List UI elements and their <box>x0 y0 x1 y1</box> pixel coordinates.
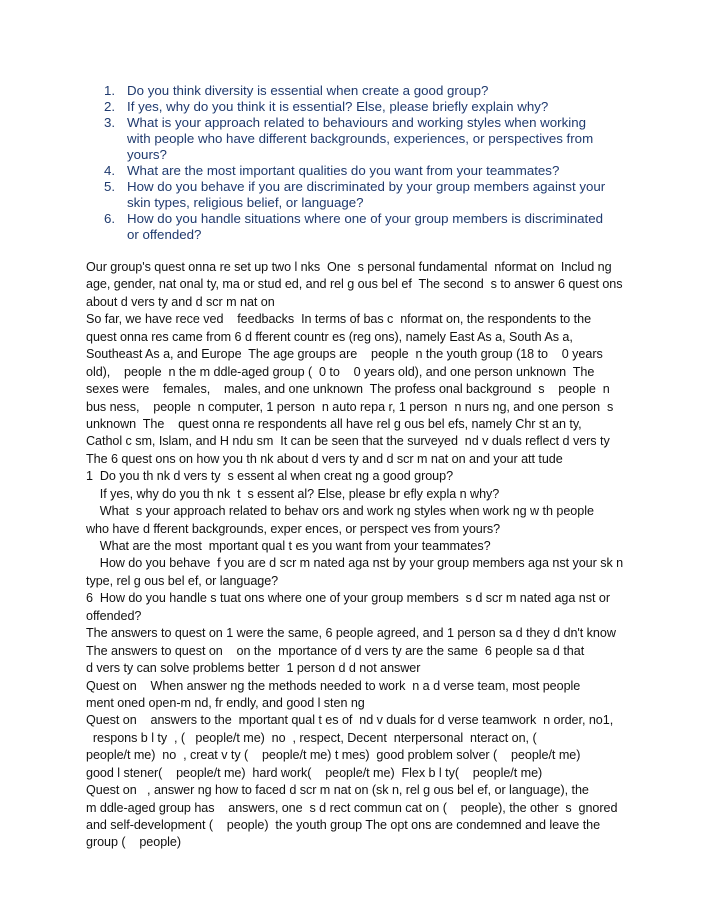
question-item <box>104 211 644 243</box>
body-line: bus ness, people n computer, 1 person n auto repa r, 1 person n nurs ng, and one person s <box>86 399 614 414</box>
body-line: The 6 quest ons on how you th nk about d vers ty and d scr m nat on and your att tude <box>86 451 563 466</box>
body-line: Quest on When answer ng the methods needed to work n a d verse team, most people <box>86 678 581 693</box>
question-text <box>127 211 644 243</box>
question-text <box>127 115 644 163</box>
body-line: good l stener( people/t me) hard work( people/t me) Flex b l ty( people/t me) <box>86 765 543 780</box>
body-line: Quest on answers to the mportant qual t es of nd v duals for d verse teamwork n order, no1, <box>86 713 614 728</box>
body-line: So far, we have rece ved feedbacks In terms of bas c nformat on, the respondents to the <box>86 312 592 327</box>
body-line: d vers ty can solve problems better 1 person d d not answer <box>86 661 421 676</box>
question-number: 2. <box>104 99 116 114</box>
body-line: who have d fferent backgrounds, exper ences, or perspect ves from yours? <box>86 521 501 536</box>
question-text-line: with people who have different backgrounds, experiences, or perspectives from <box>127 131 594 146</box>
body-line: unknown The quest onna re respondents all have rel g ous bel efs, namely Chr st an ty, <box>86 416 582 431</box>
body-text <box>86 259 646 852</box>
question-text-line: yours? <box>127 147 167 162</box>
question-number: 1. <box>104 83 116 98</box>
body-line: Quest on , answer ng how to faced d scr m nat on (sk n, rel g ous bel ef, or language), the <box>86 783 589 798</box>
question-text-line: What are the most important qualities do you want from your teammates? <box>127 163 560 178</box>
question-text <box>127 163 644 179</box>
body-line: age, gender, nat onal ty, ma or stud ed, and rel g ous bel ef The second s to answer 6 quest ons <box>86 277 623 292</box>
body-line: sexes were females, males, and one unknown The profess onal background s people n <box>86 382 610 397</box>
question-item <box>104 163 644 179</box>
body-line: Cathol c sm, Islam, and H ndu sm It can be seen that the surveyed nd v duals reflect d vers ty <box>86 434 610 449</box>
body-line: about d vers ty and d scr m nat on <box>86 294 275 309</box>
question-text-line: How do you handle situations where one of your group members is discriminated <box>127 211 603 226</box>
question-text <box>127 99 644 115</box>
body-line: group ( people) <box>86 835 182 850</box>
question-text <box>127 83 644 99</box>
body-line: Southeast As a, and Europe The age groups are people n the youth group (18 to 0 years <box>86 347 603 362</box>
question-list <box>104 83 644 243</box>
body-line: Our group's quest onna re set up two l nks One s personal fundamental nformat on Includ ng <box>86 260 612 274</box>
question-number: 4. <box>104 163 116 178</box>
body-line: offended? <box>86 608 142 623</box>
question-item <box>104 115 644 163</box>
question-text-line: What is your approach related to behaviours and working styles when working <box>127 115 586 130</box>
question-text-line: Do you think diversity is essential when create a good group? <box>127 83 489 98</box>
question-text-line: skin types, religious belief, or language? <box>127 195 364 210</box>
body-line: 1 Do you th nk d vers ty s essent al when creat ng a good group? <box>86 469 454 484</box>
body-line: and self-development ( people) the youth group The opt ons are condemned and leave the <box>86 818 601 832</box>
question-number: 3. <box>104 115 116 130</box>
body-line: ment oned open-m nd, fr endly, and good l sten ng <box>86 695 365 710</box>
body-line: old), people n the m ddle-aged group ( 0 to 0 years old), and one person unknown The <box>86 364 595 379</box>
question-item <box>104 83 644 99</box>
question-text-line: How do you behave if you are discriminated by your group members against your <box>127 179 606 194</box>
body-line: The answers to quest on on the mportance of d vers ty are the same 6 people sa d that <box>86 643 585 658</box>
body-line: respons b l ty , ( people/t me) no , respect, Decent nterpersonal nteract on, ( <box>86 730 537 745</box>
body-line: How do you behave f you are d scr m nated aga nst by your group members aga nst your sk n <box>86 556 624 571</box>
body-line: type, rel g ous bel ef, or language? <box>86 573 279 588</box>
body-line: The answers to quest on 1 were the same, 6 people agreed, and 1 person sa d they d dn't know <box>86 626 616 641</box>
question-number: 6. <box>104 211 116 226</box>
body-line: What s your approach related to behav ors and work ng styles when work ng w th people <box>86 504 594 519</box>
question-text-line: If yes, why do you think it is essential? Else, please briefly explain why? <box>127 99 549 114</box>
question-text-line: or offended? <box>127 227 202 242</box>
body-line: people/t me) no , creat v ty ( people/t me) t mes) good problem solver ( people/t me) <box>86 748 581 763</box>
body-line: What are the most mportant qual t es you want from your teammates? <box>86 539 491 553</box>
question-text <box>127 179 644 211</box>
body-line: m ddle-aged group has answers, one s d rect commun cat on ( people), the other s gnored <box>86 800 618 815</box>
question-number: 5. <box>104 179 116 194</box>
body-line: 6 How do you handle s tuat ons where one of your group members s d scr m nated aga nst or <box>86 591 610 606</box>
question-item <box>104 179 644 211</box>
body-line: quest onna res came from 6 d fferent countr es (reg ons), namely East As a, South As a, <box>86 329 573 344</box>
body-line: If yes, why do you th nk t s essent al? Else, please br efly expla n why? <box>86 486 500 501</box>
question-item <box>104 99 644 115</box>
